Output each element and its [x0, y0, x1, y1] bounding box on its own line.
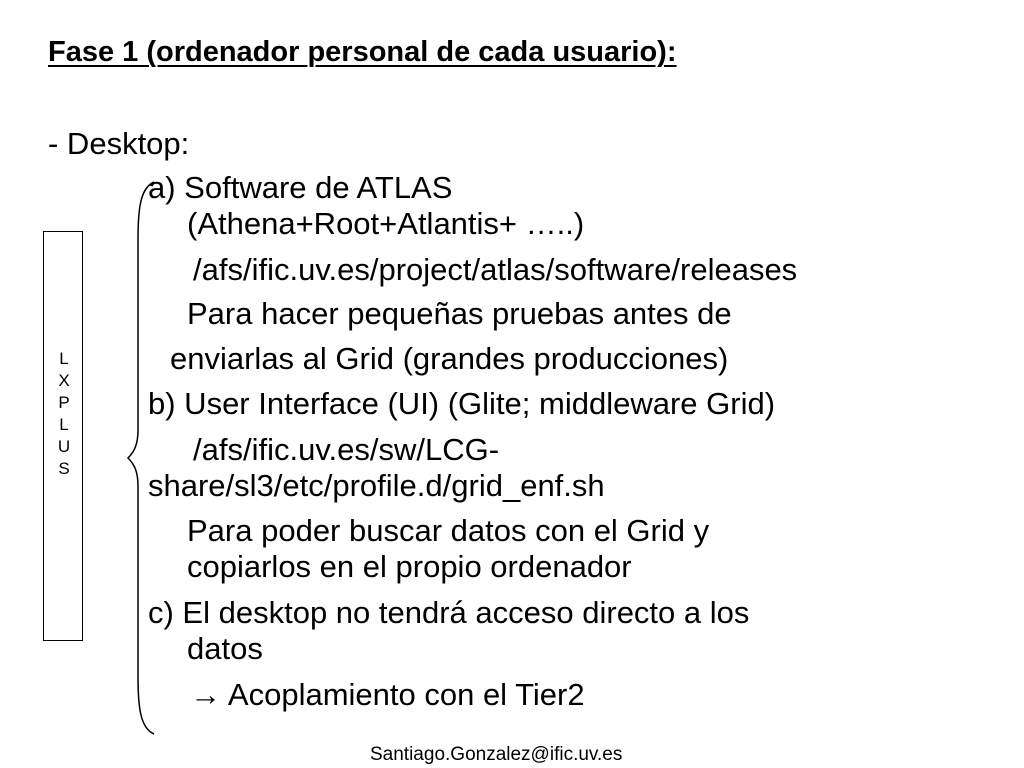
item-b-note-line1: Para poder buscar datos con el Grid y: [187, 513, 710, 548]
lxplus-letter: L: [59, 349, 69, 368]
lxplus-box: [43, 231, 83, 641]
item-b-path-line1: /afs/ific.uv.es/sw/LCG-: [193, 432, 500, 467]
slide-title: Fase 1 (ordenador personal de cada usuario):: [48, 36, 677, 68]
item-b-path-line2: share/sl3/etc/profile.d/grid_enf.sh: [148, 468, 605, 503]
desktop-heading: - Desktop:: [48, 126, 190, 161]
lxplus-label: [44, 348, 84, 480]
footer-email: Santiago.Gonzalez@ific.uv.es: [370, 744, 623, 765]
curly-brace-icon: [122, 180, 158, 736]
item-c-title: c) El desktop no tendrá acceso directo a los: [148, 595, 750, 630]
item-a-title: a) Software de ATLAS: [148, 170, 453, 205]
right-arrow-icon: →: [190, 677, 221, 712]
item-b-title: b) User Interface (UI) (Glite; middleware Grid): [148, 386, 776, 421]
item-a-subtitle: (Athena+Root+Atlantis+ …..): [187, 206, 585, 241]
item-a-path: /afs/ific.uv.es/project/atlas/software/releases: [193, 252, 798, 287]
lxplus-letter: L: [59, 415, 69, 434]
lxplus-letter: S: [58, 459, 70, 478]
item-b-note-line2: copiarlos en el propio ordenador: [187, 549, 632, 584]
item-a-note-line2: enviarlas al Grid (grandes producciones): [170, 341, 729, 376]
lxplus-letter: X: [58, 371, 70, 390]
item-a-note-line1: Para hacer pequeñas pruebas antes de: [187, 296, 732, 331]
lxplus-letter: P: [58, 393, 70, 412]
lxplus-letter: U: [57, 437, 71, 456]
item-c-title-cont: datos: [187, 631, 263, 666]
item-c-conclusion-text: Acoplamiento con el Tier2: [227, 677, 585, 712]
item-c-conclusion: [190, 678, 585, 712]
